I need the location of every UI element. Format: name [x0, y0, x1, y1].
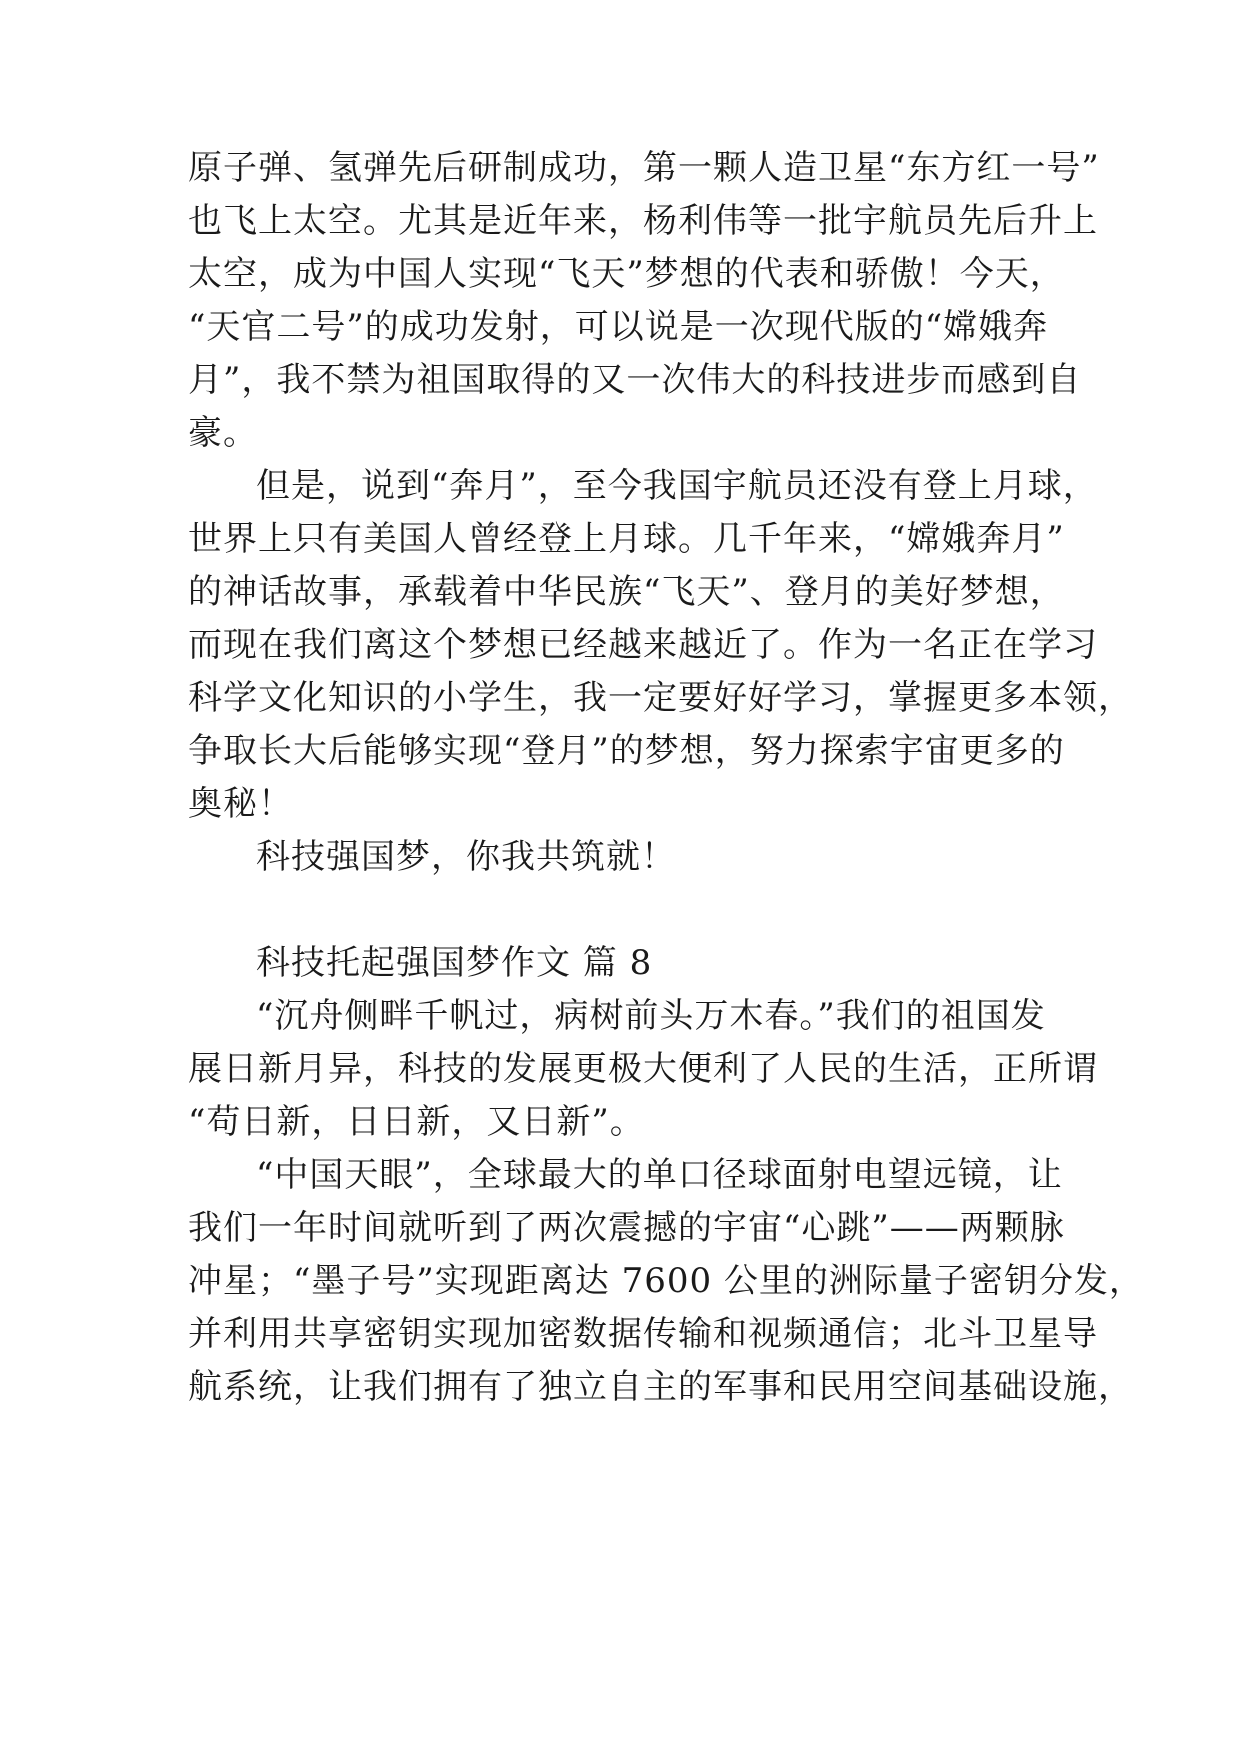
text-line: 但是，说到“奔月”，至今我国宇航员还没有登上月球，	[256, 466, 1098, 506]
text-line: 原子弹、氢弹先后研制成功，第一颗人造卫星“东方红一号”	[188, 148, 1100, 188]
text-line: 并利用共享密钥实现加密数据传输和视频通信；北斗卫星导	[188, 1314, 1098, 1354]
text-line: “沉舟侧畔千帆过，病树前头万木春。”我们的祖国发	[256, 996, 1046, 1036]
text-line: “中国天眼”，全球最大的单口径球面射电望远镜，让	[256, 1155, 1063, 1195]
text-line: 争取长大后能够实现“登月”的梦想，努力探索宇宙更多的	[188, 731, 1065, 771]
text-line: 航系统，让我们拥有了独立自主的军事和民用空间基础设施，	[188, 1367, 1133, 1407]
text-line: 也飞上太空。尤其是近年来，杨利伟等一批宇航员先后升上	[188, 201, 1098, 241]
text-line: 展日新月异，科技的发展更极大便利了人民的生活，正所谓	[188, 1049, 1098, 1089]
text-line: 月”，我不禁为祖国取得的又一次伟大的科技进步而感到自	[188, 360, 1082, 400]
section-heading: 科技托起强国梦作文 篇 8	[256, 943, 653, 983]
text-line: 世界上只有美国人曾经登上月球。几千年来，“嫦娥奔月”	[188, 519, 1065, 559]
text-line: 而现在我们离这个梦想已经越来越近了。作为一名正在学习	[188, 625, 1098, 665]
text-line: 冲星；“墨子号”实现距离达 7600 公里的洲际量子密钥分发，	[188, 1261, 1144, 1301]
text-line: 奥秘！	[188, 784, 293, 824]
text-line: 太空，成为中国人实现“飞天”梦想的代表和骄傲！今天，	[188, 254, 1065, 294]
text-line: “苟日新，日日新，又日新”。	[188, 1102, 645, 1142]
text-line: 的神话故事，承载着中华民族“飞天”、登月的美好梦想，	[188, 572, 1065, 612]
text-line: 我们一年时间就听到了两次震撼的宇宙“心跳”——两颗脉	[188, 1208, 1065, 1248]
text-line: 科技强国梦，你我共筑就！	[256, 837, 676, 877]
text-line: “天官二号”的成功发射，可以说是一次现代版的“嫦娥奔	[188, 307, 1049, 347]
text-line: 豪。	[188, 413, 258, 453]
text-line: 科学文化知识的小学生，我一定要好好学习，掌握更多本领，	[188, 678, 1133, 718]
